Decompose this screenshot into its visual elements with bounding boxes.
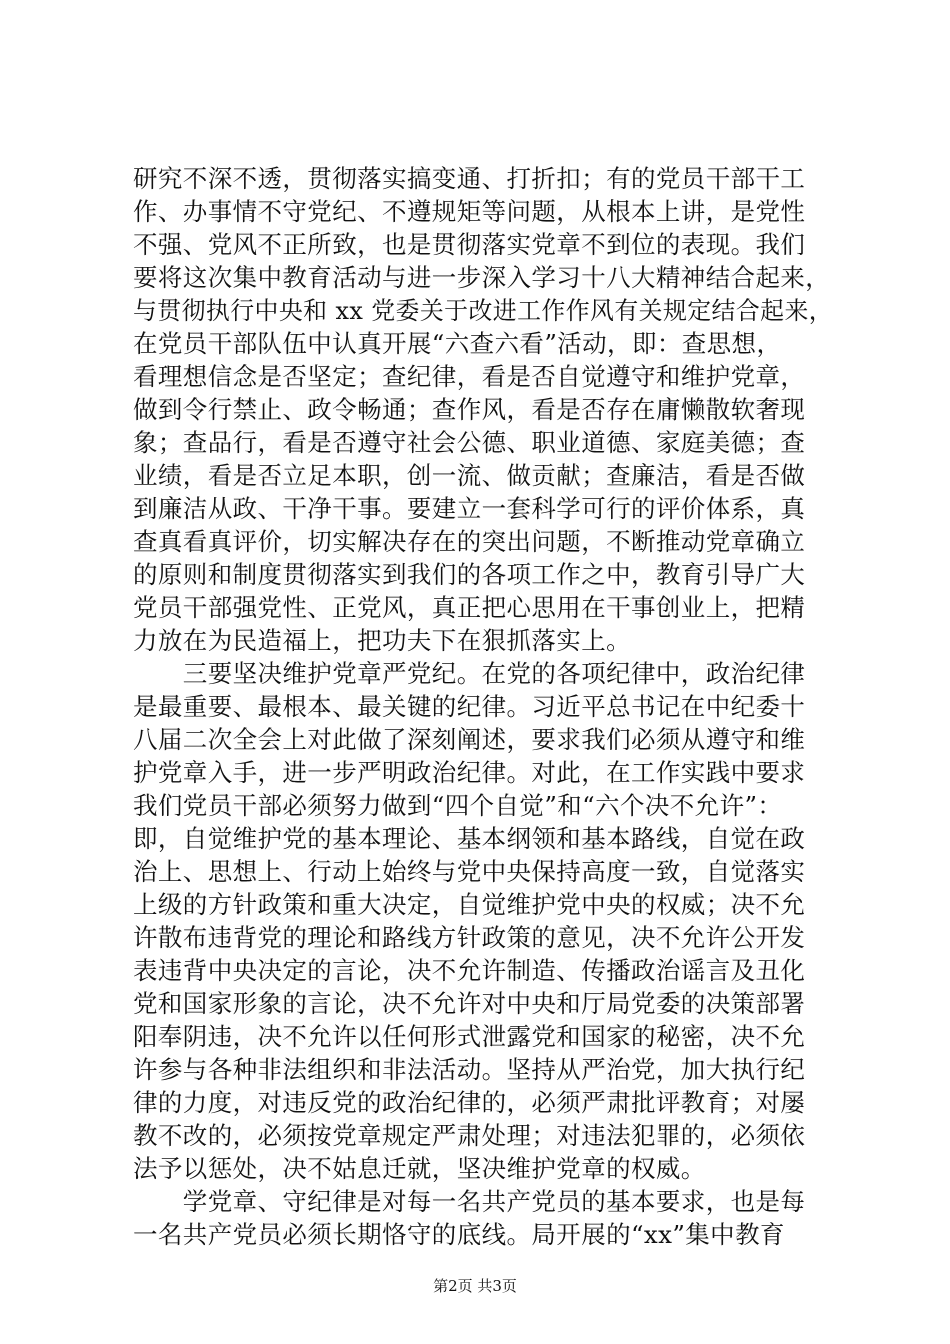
body-text-line: 力放在为民造福上，把功夫下在狠抓落实上。	[133, 626, 631, 655]
body-text-line: 上级的方针政策和重大决定，自觉维护党中央的权威；决不允	[133, 890, 806, 919]
body-text-line: 查真看真评价，切实解决存在的突出问题，不断推动党章确立	[133, 527, 806, 556]
body-text-line: 要将这次集中教育活动与进一步深入学习十八大精神结合起来，	[133, 263, 831, 292]
body-text-line: 学党章、守纪律是对每一名共产党员的基本要求，也是每	[133, 1187, 806, 1216]
body-text-line: 律的力度，对违反党的政治纪律的，必须严肃批评教育；对屡	[133, 1088, 806, 1117]
body-text-line: 治上、思想上、行动上始终与党中央保持高度一致，自觉落实	[133, 857, 806, 886]
body-text-line: 不强、党风不正所致，也是贯彻落实党章不到位的表现。我们	[133, 230, 806, 259]
page-number-footer: 第2页 共3页	[433, 1277, 517, 1295]
body-text-line: 的原则和制度贯彻落实到我们的各项工作之中，教育引导广大	[133, 560, 806, 589]
body-text-line: 党员干部强党性、正党风，真正把心思用在干事创业上，把精	[133, 593, 806, 622]
body-text-line: 看理想信念是否坚定；查纪律，看是否自觉遵守和维护党章，	[133, 362, 806, 391]
body-text-line: 在党员干部队伍中认真开展“六查六看”活动，即：查思想，	[133, 329, 782, 358]
body-text-line: 法予以惩处，决不姑息迁就，坚决维护党章的权威。	[133, 1154, 706, 1183]
body-text-line: 到廉洁从政、干净干事。要建立一套科学可行的评价体系，真	[133, 494, 806, 523]
body-text-line: 业绩，看是否立足本职，创一流、做贡献；查廉洁，看是否做	[133, 461, 806, 490]
body-text-line: 表违背中央决定的言论，决不允许制造、传播政治谣言及丑化	[133, 956, 806, 985]
body-text-line: 教不改的，必须按党章规定严肃处理；对违法犯罪的，必须依	[133, 1121, 806, 1150]
body-text-line: 阳奉阴违，决不允许以任何形式泄露党和国家的秘密，决不允	[133, 1022, 806, 1051]
body-text-line: 我们党员干部必须努力做到“四个自觉”和“六个决不允许”：	[133, 791, 783, 820]
body-text-line: 即，自觉维护党的基本理论、基本纲领和基本路线，自觉在政	[133, 824, 806, 853]
body-text-line: 作、办事情不守党纪、不遵规矩等问题，从根本上讲，是党性	[133, 197, 806, 226]
body-text-line: 护党章入手，进一步严明政治纪律。对此，在工作实践中要求	[133, 758, 806, 787]
body-text-line: 许参与各种非法组织和非法活动。坚持从严治党，加大执行纪	[133, 1055, 806, 1084]
body-text-line: 做到令行禁止、政令畅通；查作风，看是否存在庸懒散软奢现	[133, 395, 806, 424]
body-text-line: 与贯彻执行中央和 xx 党委关于改进工作作风有关规定结合起来，	[133, 296, 834, 325]
body-text-line: 党和国家形象的言论，决不允许对中央和厅局党委的决策部署	[133, 989, 806, 1018]
body-text-line: 一名共产党员必须长期恪守的底线。局开展的“xx”集中教育	[133, 1220, 785, 1249]
body-text-line: 是最重要、最根本、最关键的纪律。习近平总书记在中纪委十	[133, 692, 806, 721]
body-text-line: 研究不深不透，贯彻落实搞变通、打折扣；有的党员干部干工	[133, 164, 806, 193]
body-text-line: 八届二次全会上对此做了深刻阐述，要求我们必须从遵守和维	[133, 725, 806, 754]
body-text-line: 许散布违背党的理论和路线方针政策的意见，决不允许公开发	[133, 923, 806, 952]
body-text-line: 三要坚决维护党章严党纪。在党的各项纪律中，政治纪律	[133, 659, 806, 688]
body-text-line: 象；查品行，看是否遵守社会公德、职业道德、家庭美德；查	[133, 428, 806, 457]
